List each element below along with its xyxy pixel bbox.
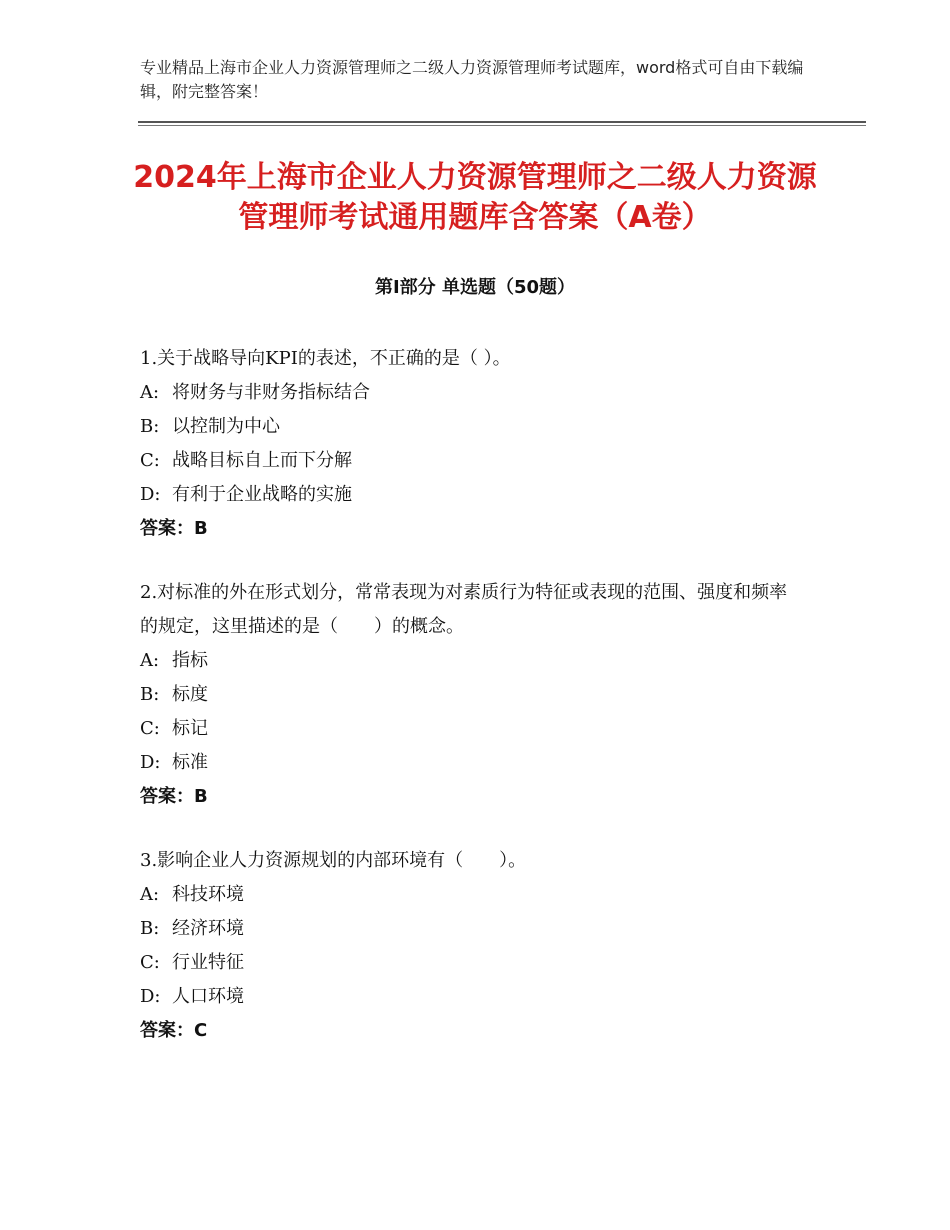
question-1	[140, 342, 800, 546]
option-c	[140, 712, 800, 746]
header-divider-thin	[138, 125, 866, 126]
option-b	[140, 410, 800, 444]
option-a	[140, 878, 800, 912]
option-a	[140, 644, 800, 678]
question-3	[140, 844, 800, 1048]
answer-line: 答案：B	[140, 786, 208, 807]
question-stem: 2.对标准的外在形式划分，常常表现为对素质行为特征或表现的范围、强度和频率的规定，这里描述的是（ ）的概念。	[140, 582, 788, 637]
option-key: B:	[140, 918, 160, 939]
option-text: 以控制为中心	[172, 416, 280, 437]
option-text: 标准	[172, 752, 208, 773]
option-text: 标度	[172, 684, 208, 705]
option-key: A:	[140, 884, 160, 905]
question-2	[140, 576, 800, 814]
option-key: D:	[140, 752, 161, 773]
option-key: B:	[140, 416, 160, 437]
option-key: D:	[140, 484, 161, 505]
answer-line: 答案：C	[140, 1020, 208, 1041]
header-divider-thick	[138, 121, 866, 123]
answer-line: 答案：B	[140, 518, 208, 539]
option-c	[140, 946, 800, 980]
option-text: 有利于企业战略的实施	[172, 484, 352, 505]
option-key: C:	[140, 952, 160, 973]
section-title: 第Ⅰ部分 单选题（50题）	[374, 277, 575, 298]
option-text: 科技环境	[172, 884, 244, 905]
option-text: 将财务与非财务指标结合	[172, 382, 370, 403]
option-d	[140, 478, 800, 512]
option-key: A:	[140, 650, 160, 671]
option-c	[140, 444, 800, 478]
header-note: 专业精品上海市企业人力资源管理师之二级人力资源管理师考试题库，word格式可自由下载编辑，附完整答案！	[140, 58, 804, 101]
document-title: 2024年上海市企业人力资源管理师之二级人力资源管理师考试通用题库含答案（A卷）	[133, 160, 817, 235]
question-stem: 1.关于战略导向KPI的表述，不正确的是（ ）。	[140, 348, 511, 369]
option-key: C:	[140, 718, 160, 739]
option-key: A:	[140, 382, 160, 403]
option-text: 人口环境	[172, 986, 244, 1007]
option-text: 标记	[172, 718, 208, 739]
option-key: D:	[140, 986, 161, 1007]
option-d	[140, 746, 800, 780]
option-key: C:	[140, 450, 160, 471]
option-text: 经济环境	[172, 918, 244, 939]
option-b	[140, 678, 800, 712]
option-key: B:	[140, 684, 160, 705]
option-a	[140, 376, 800, 410]
option-d	[140, 980, 800, 1014]
option-text: 战略目标自上而下分解	[172, 450, 352, 471]
option-text: 行业特征	[172, 952, 244, 973]
option-b	[140, 912, 800, 946]
option-text: 指标	[172, 650, 208, 671]
question-stem: 3.影响企业人力资源规划的内部环境有（ ）。	[140, 850, 527, 871]
question-list	[140, 342, 800, 1078]
